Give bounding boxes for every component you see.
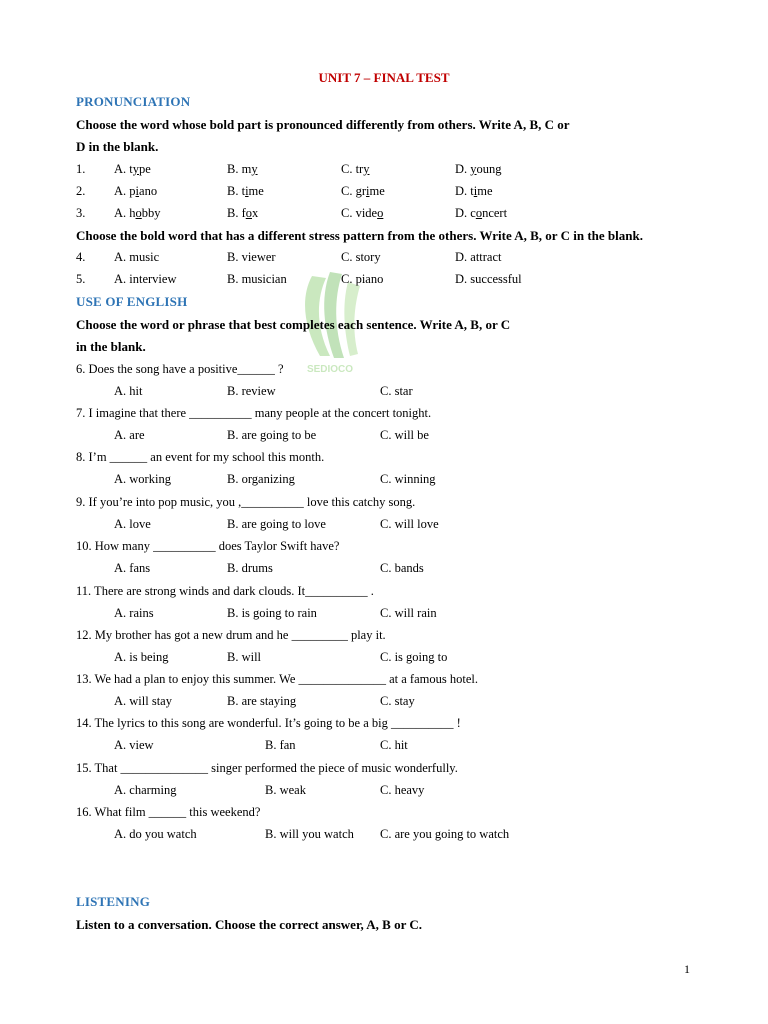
option-c: C. heavy: [380, 783, 425, 797]
option-a: A. hobby: [114, 206, 161, 220]
option-a: A. will stay: [114, 694, 172, 708]
option-b: B. weak: [265, 783, 306, 797]
option-d: D. time: [455, 184, 493, 198]
watermark-text: SEDIOCO: [306, 364, 354, 375]
option-c: C. bands: [380, 561, 424, 575]
question-text: 6. Does the song have a positive______ ?: [76, 362, 284, 376]
option-a: A. interview: [114, 272, 177, 286]
option-c: C. star: [380, 384, 413, 398]
underlined-sound: i: [473, 184, 478, 198]
option-b: B. organizing: [227, 472, 295, 486]
question-text: 14. The lyrics to this song are wonderful. It’s going to be a big __________ !: [76, 716, 461, 730]
option-a: A. are: [114, 428, 145, 442]
question-text: 7. I imagine that there __________ many people at the concert tonight.: [76, 406, 432, 420]
underlined-sound: o: [135, 206, 142, 220]
question-text: 15. That ______________ singer performed the piece of music wonderfully.: [76, 761, 458, 775]
item-number: 2.: [76, 184, 86, 198]
item-number: 3.: [76, 206, 86, 220]
underlined-sound: y: [470, 162, 477, 176]
instruction-line: Choose the word or phrase that best completes each sentence. Write A, B, or C: [76, 317, 511, 332]
option-a: A. love: [114, 517, 151, 531]
question-text: 8. I’m ______ an event for my school this month.: [76, 450, 325, 464]
question-text: 11. There are strong winds and dark clouds. It__________ .: [76, 584, 374, 598]
option-c: C. piano: [341, 272, 384, 286]
underlined-sound: i: [245, 184, 249, 198]
question-text: 13. We had a plan to enjoy this summer. We ______________ at a famous hotel.: [76, 672, 478, 686]
option-c: C. will be: [380, 428, 429, 442]
option-a: A. do you watch: [114, 827, 197, 841]
option-b: B. are going to be: [227, 428, 317, 442]
option-c: C. will rain: [380, 606, 437, 620]
page-title: UNIT 7 – FINAL TEST: [318, 70, 450, 85]
option-a: A. is being: [114, 650, 169, 664]
section-heading-pronunciation: PRONUNCIATION: [76, 94, 191, 109]
underlined-sound: y: [132, 162, 139, 176]
item-number: 4.: [76, 250, 86, 264]
option-c: C. hit: [380, 738, 408, 752]
option-c: C. story: [341, 250, 381, 264]
option-c: C. grime: [341, 184, 385, 198]
option-a: A. fans: [114, 561, 151, 575]
underlined-sound: y: [363, 162, 370, 176]
option-b: B. fan: [265, 738, 296, 752]
question-text: 16. What film ______ this weekend?: [76, 805, 261, 819]
item-number: 1.: [76, 162, 86, 176]
option-b: B. viewer: [227, 250, 276, 264]
option-b: B. are staying: [227, 694, 297, 708]
option-c: C. is going to: [380, 650, 448, 664]
option-b: B. is going to rain: [227, 606, 317, 620]
section-heading-use-of-english: USE OF ENGLISH: [76, 294, 188, 309]
instruction-line: in the blank.: [76, 339, 146, 354]
option-a: A. charming: [114, 783, 177, 797]
option-d: D. young: [455, 162, 502, 176]
option-b: B. fox: [227, 206, 259, 220]
option-c: C. will love: [380, 517, 439, 531]
underlined-sound: i: [135, 184, 140, 198]
option-a: A. piano: [114, 184, 158, 198]
option-c: C. winning: [380, 472, 436, 486]
instruction-line: Listen to a conversation. Choose the correct answer, A, B or C.: [76, 917, 423, 932]
option-d: D. successful: [455, 272, 522, 286]
underlined-sound: o: [377, 206, 384, 220]
option-b: B. review: [227, 384, 276, 398]
option-a: A. rains: [114, 606, 154, 620]
option-c: C. try: [341, 162, 370, 176]
option-b: B. time: [227, 184, 264, 198]
option-c: C. video: [341, 206, 384, 220]
option-a: A. view: [114, 738, 154, 752]
option-b: B. will: [227, 650, 262, 664]
option-b: B. are going to love: [227, 517, 326, 531]
option-a: A. hit: [114, 384, 143, 398]
option-b: B. my: [227, 162, 258, 176]
underlined-sound: o: [245, 206, 252, 220]
question-text: 10. How many __________ does Taylor Swift have?: [76, 539, 340, 553]
option-a: A. music: [114, 250, 160, 264]
underlined-sound: i: [366, 184, 370, 198]
question-text: 12. My brother has got a new drum and he _________ play it.: [76, 628, 386, 642]
option-a: A. type: [114, 162, 151, 176]
instruction-line: Choose the bold word that has a different stress pattern from the others. Write A, B, or C in the blank.: [76, 228, 643, 243]
option-c: C. stay: [380, 694, 415, 708]
question-text: 9. If you’re into pop music, you ,__________ love this catchy song.: [76, 495, 416, 509]
option-a: A. working: [114, 472, 171, 486]
instruction-line: D in the blank.: [76, 139, 159, 154]
page-number: 1: [684, 962, 690, 976]
underlined-sound: y: [251, 162, 258, 176]
underlined-sound: o: [475, 206, 483, 220]
option-d: D. attract: [455, 250, 502, 264]
option-d: D. concert: [455, 206, 508, 220]
option-b: B. musician: [227, 272, 287, 286]
option-b: B. will you watch: [265, 827, 354, 841]
option-c: C. are you going to watch: [380, 827, 510, 841]
option-b: B. drums: [227, 561, 273, 575]
item-number: 5.: [76, 272, 86, 286]
instruction-line: Choose the word whose bold part is pronounced differently from others. Write A, B, C or: [76, 117, 570, 132]
section-heading-listening: LISTENING: [76, 894, 151, 909]
